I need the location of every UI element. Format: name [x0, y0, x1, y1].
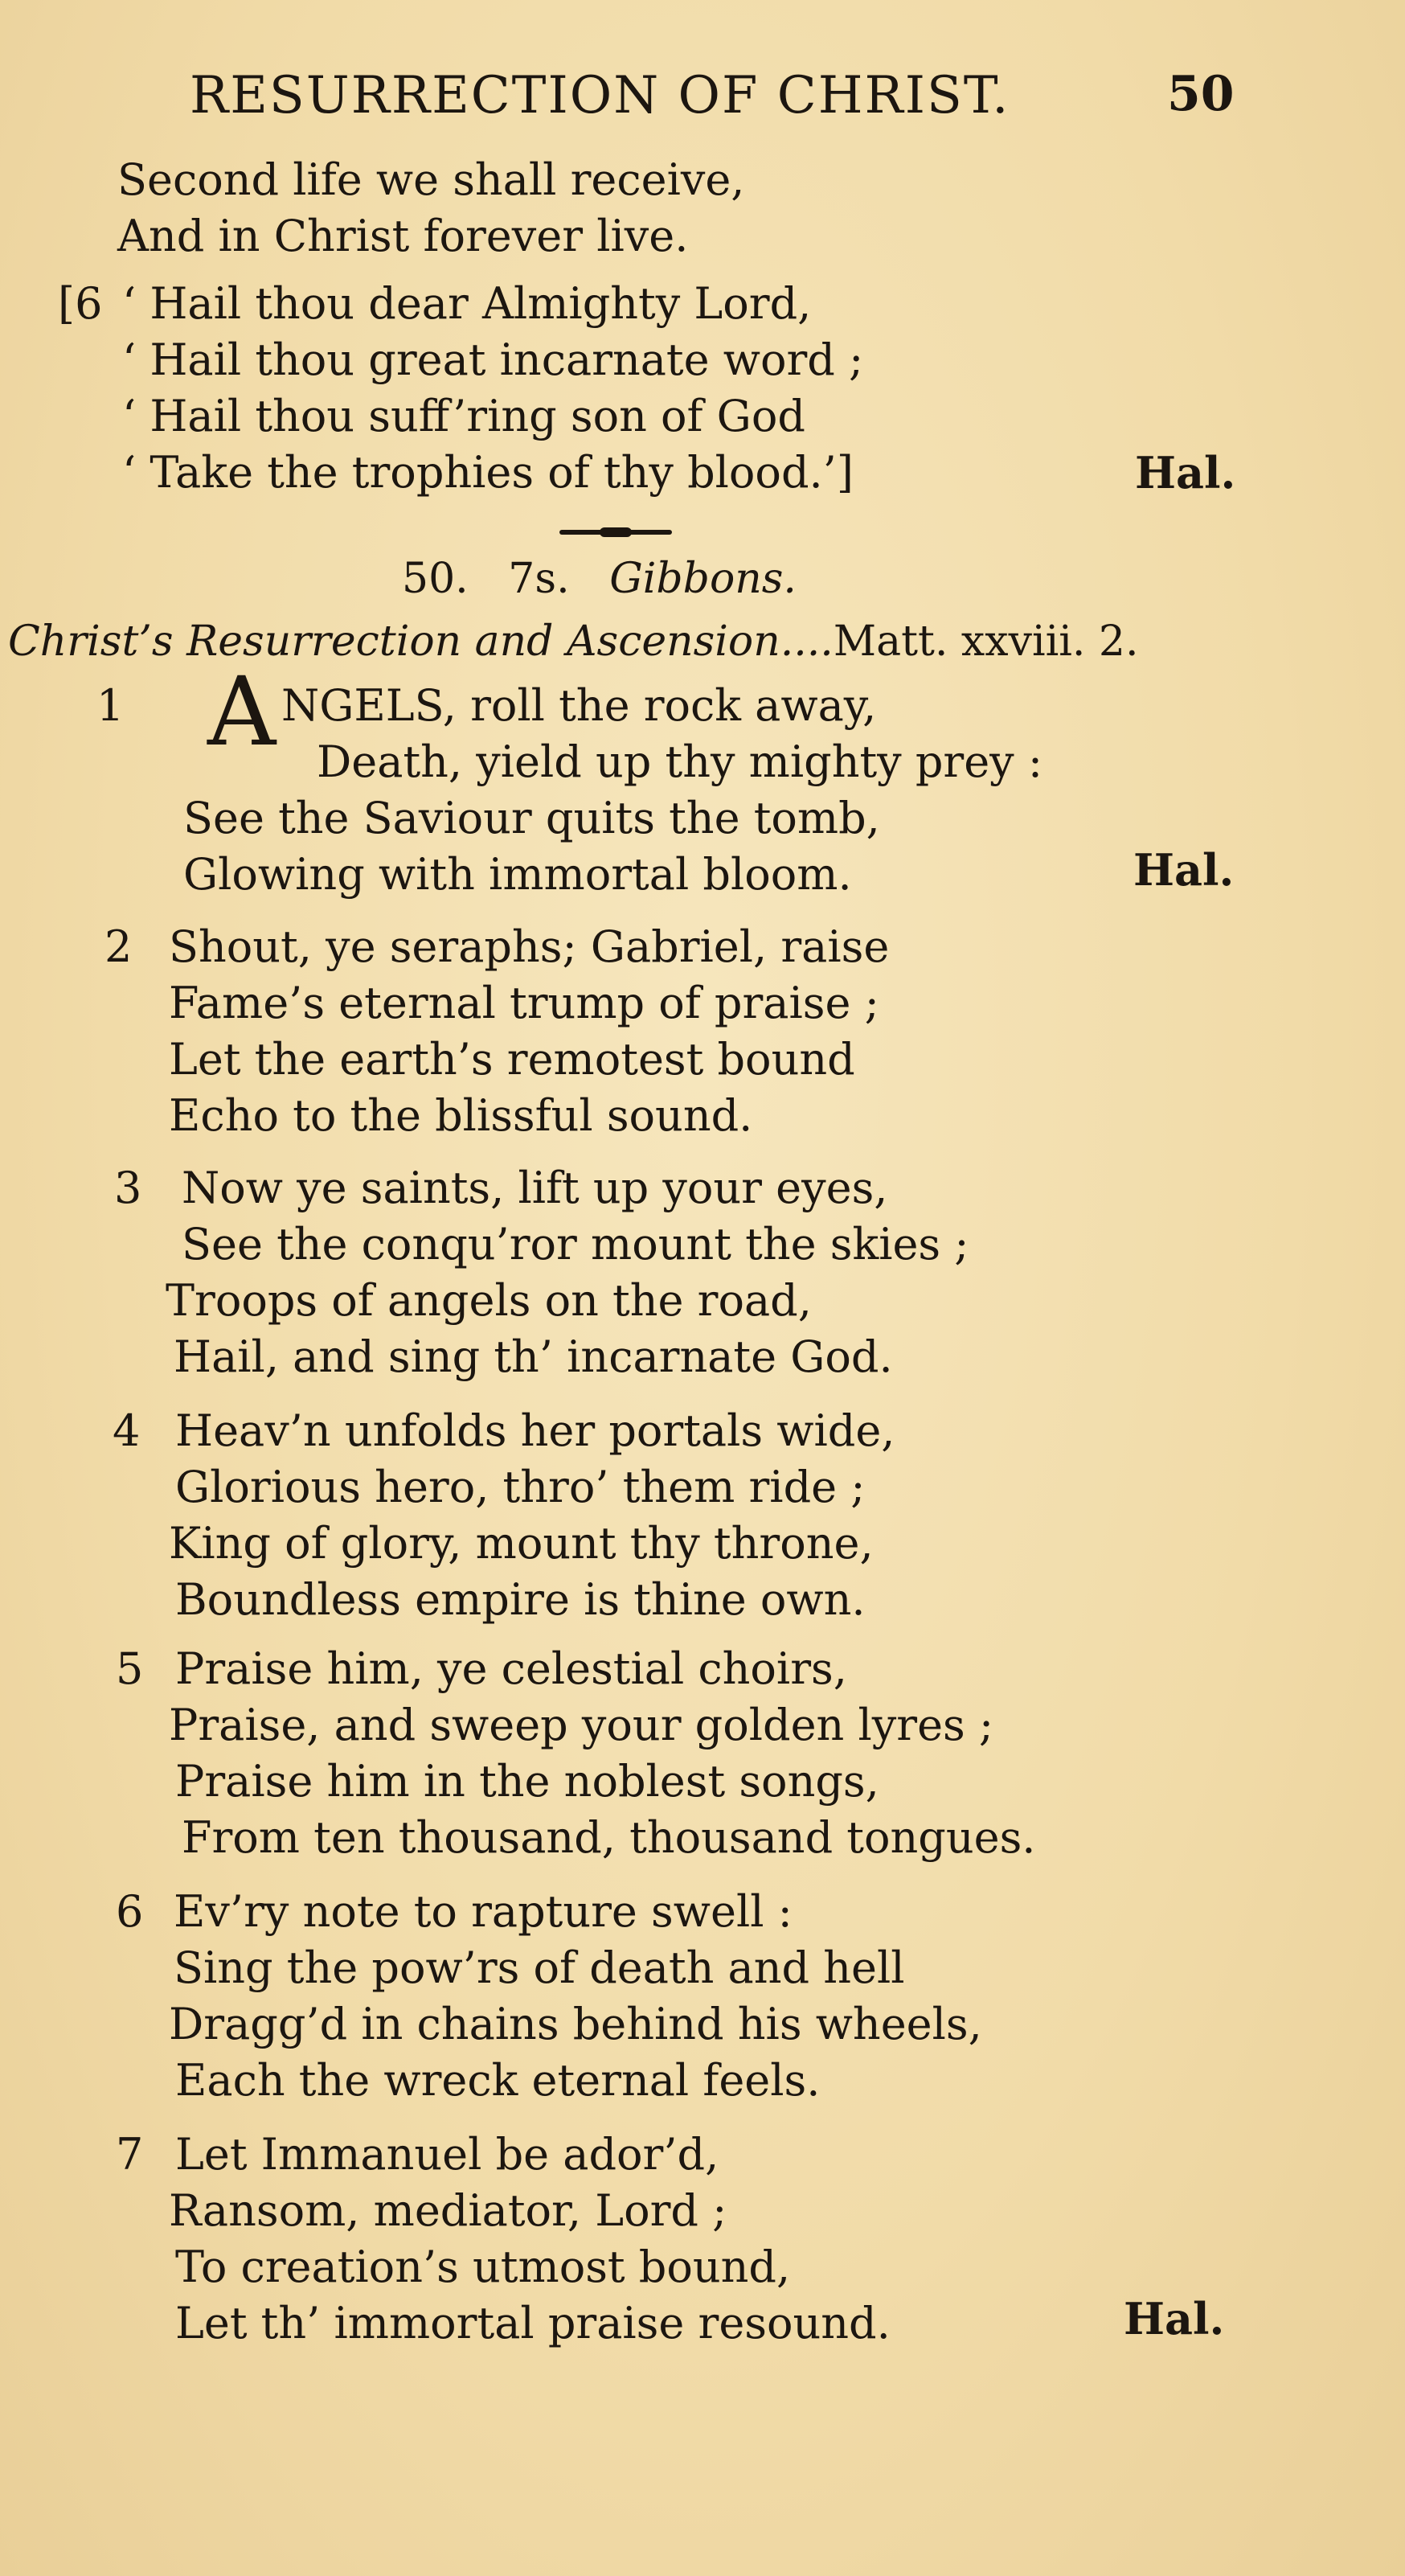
verse-line: From ten thousand, thousand tongues. [182, 1812, 1036, 1863]
verse-line: ‘ Hail thou dear Almighty Lord, [122, 278, 812, 329]
verse-line: Shout, ye seraphs; Gabriel, raise [169, 921, 890, 972]
page-number: 50 [1167, 66, 1235, 122]
hymn-heading [402, 555, 797, 603]
verse-line: See the Saviour quits the tomb, [183, 793, 880, 843]
stanza-number: [6 [58, 278, 103, 329]
verse-line: Fame’s eternal trump of praise ; [169, 978, 879, 1028]
hymn-meter: 7s. [508, 555, 570, 603]
verse-line: Echo to the blissful sound. [169, 1090, 753, 1141]
verse-line: Praise, and sweep your golden lyres ; [169, 1700, 994, 1750]
verse-line: Let th’ immortal praise resound. [175, 2298, 891, 2348]
verse-line: Ransom, mediator, Lord ; [169, 2185, 727, 2236]
scripture-reference: Matt. xxviii. 2. [833, 617, 1139, 666]
running-header: RESURRECTION OF CHRIST. [190, 66, 1010, 125]
stanza-number: 6 [116, 1886, 144, 1937]
verse-line: Troops of angels on the road, [166, 1275, 812, 1326]
stanza-number: 7 [116, 2129, 144, 2180]
stanza-number: 1 [96, 680, 125, 731]
hymn-subject-line [8, 617, 1139, 666]
verse-line: ‘ Take the trophies of thy blood.’] [122, 447, 854, 498]
hymn-subject: Christ’s Resurrection and Ascension.... [8, 617, 834, 666]
verse-line: To creation’s utmost bound, [175, 2242, 791, 2292]
verse-line: Boundless empire is thine own. [175, 1574, 866, 1625]
verse-line: See the conqu’ror mount the skies ; [182, 1219, 969, 1270]
stanza-number: 3 [114, 1163, 142, 1213]
verse-line: King of glory, mount thy throne, [169, 1518, 874, 1569]
drop-cap: A [207, 656, 276, 767]
stanza-number: 5 [116, 1643, 144, 1694]
verse-line: ‘ Hail thou suff’ring son of God [122, 391, 805, 441]
author-credit: Hal. [1133, 844, 1235, 896]
verse-line: Let Immanuel be ador’d, [175, 2129, 719, 2180]
stanza-number: 4 [113, 1405, 141, 1456]
verse-line: NGELS, roll the rock away, [281, 680, 877, 731]
author-credit: Hal. [1124, 2293, 1225, 2344]
hymn-number: 50. [402, 555, 469, 603]
verse-line: Glowing with immortal bloom. [183, 849, 852, 900]
verse-line: Praise him in the noblest songs, [175, 1756, 879, 1807]
verse-line: And in Christ forever live. [117, 211, 689, 261]
author-credit: Hal. [1135, 447, 1236, 498]
verse-line: Ev’ry note to rapture swell : [174, 1886, 793, 1937]
divider-ornament [559, 530, 672, 535]
verse-line: Dragg’d in chains behind his wheels, [169, 1999, 982, 2049]
verse-line: Heav’n unfolds her portals wide, [175, 1405, 895, 1456]
verse-line: Hail, and sing th’ incarnate God. [174, 1331, 893, 1382]
verse-line: Death, yield up thy mighty prey : [317, 736, 1043, 787]
verse-line: Praise him, ye celestial choirs, [175, 1643, 847, 1694]
verse-line: ‘ Hail thou great incarnate word ; [122, 334, 864, 385]
verse-line: Second life we shall receive, [117, 154, 745, 205]
hymn-tune: Gibbons. [609, 555, 797, 603]
verse-line: Sing the pow’rs of death and hell [174, 1942, 905, 1993]
verse-line: Now ye saints, lift up your eyes, [182, 1163, 888, 1213]
verse-line: Let the earth’s remotest bound [169, 1034, 855, 1085]
verse-line: Each the wreck eternal feels. [175, 2055, 821, 2106]
verse-line: Glorious hero, thro’ them ride ; [175, 1462, 866, 1512]
stanza-number: 2 [104, 921, 133, 972]
